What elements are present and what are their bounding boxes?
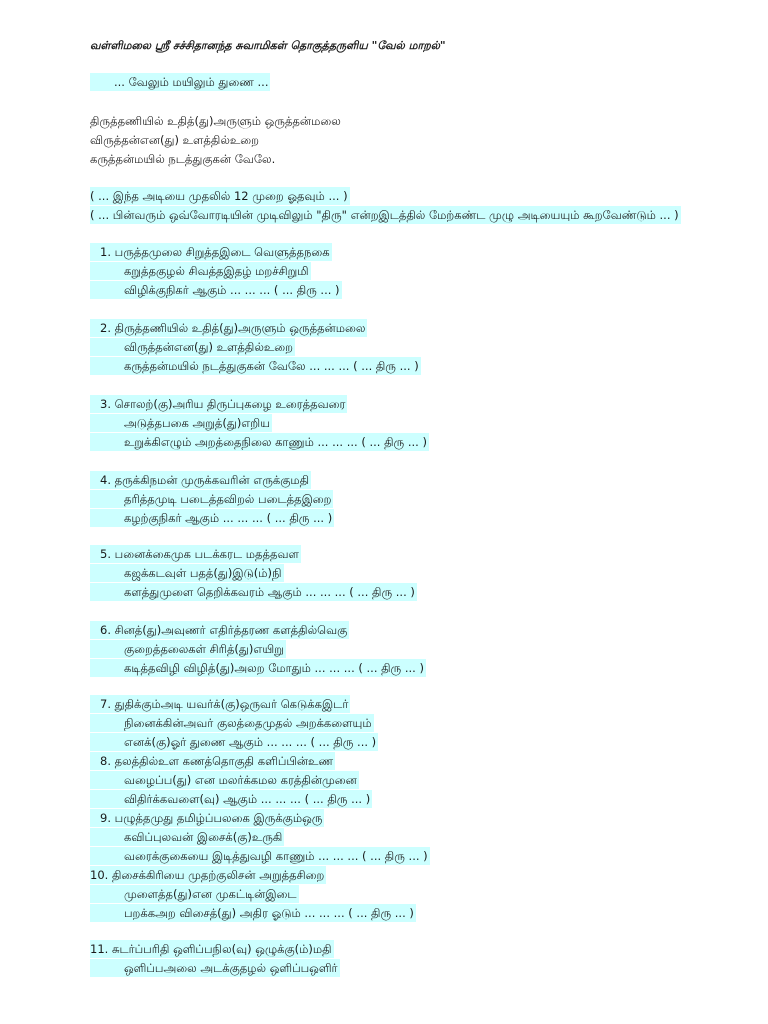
verse-text: கழற்குநிகர் ஆகும் ... ... ... ( ... திரு ... ): [124, 511, 333, 525]
instruction-line-1: ( ... இந்த அடியை முதலில் 12 முறை ஓதவும் ... ): [90, 189, 348, 203]
verse-5-line-1: [90, 545, 301, 563]
verse-10-line-2: [90, 885, 299, 903]
verse-1-line-1: [90, 243, 332, 261]
verse-6-line-2: [90, 640, 286, 658]
verse-11-line-1: [90, 940, 334, 958]
verse-3-line-3: [90, 433, 429, 451]
intro-verse-line-2: விருத்தன்என(து) உளத்தில்உறை: [90, 133, 260, 147]
verse-text: திருத்தணியில் உதித்(து)அருளும் ஒருத்தன்மலை: [114, 321, 366, 335]
verse-1-line-2: [90, 262, 311, 280]
verse-text: பனைக்கைமுக படக்கரட மதத்தவள: [114, 547, 299, 561]
verse-text: ஒளிப்பஅலை அடக்குதழல் ஒளிப்பஒளிர்: [124, 961, 338, 975]
verse-10-line-1: [90, 866, 326, 884]
verse-5-line-3: [90, 583, 417, 601]
verse-text: பருத்தமுலை சிறுத்தஇடை வெளுத்தநகை: [114, 245, 330, 259]
verse-number: 6.: [100, 623, 115, 637]
verse-text: வழைப்ப(து) என மலர்க்கமல கரத்தின்முனை: [124, 773, 357, 787]
verse-text: நினைக்கின்அவர் குலத்தைமுதல் அறக்களையும்: [124, 716, 372, 730]
intro-verse-line-3: கருத்தன்மயில் நடத்துகுகன் வேலே.: [90, 152, 276, 166]
invocation-text: ... வேலும் மயிலும் துணை ...: [90, 73, 270, 91]
verse-text: விதிர்க்கவளை(வு) ஆகும் ... ... ... ( ... திரு ... ): [124, 792, 371, 806]
verse-number: 9.: [100, 811, 115, 825]
verse-8-line-1: [90, 752, 335, 770]
verse-text: எனக்(கு)ஓர் துணை ஆகும் ... ... ... ( ... திரு ... ): [124, 735, 377, 749]
verse-text: பழுத்தமுது தமிழ்ப்பலகை இருக்கும்ஒரு: [114, 811, 323, 825]
verse-text: துதிக்கும்அடி யவர்க்(கு)ஒருவர் கெடுக்கஇடர்: [114, 697, 349, 711]
verse-text: கடித்தவிழி விழித்(து)அலற மோதும் ... ... ... ( ... திரு ... ): [124, 661, 424, 675]
invocation-line: [90, 73, 270, 91]
verse-text: தரித்தமுடி படைத்தவிறல் படைத்தஇறை: [124, 492, 332, 506]
verse-text: விழிக்குநிகர் ஆகும் ... ... ... ( ... திரு ... ): [124, 283, 340, 297]
verse-4-line-3: [90, 509, 334, 527]
instruction-line-2: ( ... பின்வரும் ஒவ்வோரடியின் முடிவிலும் "திரு" என்றஇடத்தில் மேற்கண்ட முழு அடியையும் கூறவேண்டும் ... ): [90, 208, 679, 222]
verse-8-line-2: [90, 771, 359, 789]
verse-text: உறுக்கிஎழும் அறத்தைநிலை காணும் ... ... ... ( ... திரு ... ): [124, 435, 427, 449]
verse-number: 3.: [100, 397, 115, 411]
verse-text: விருத்தன்என(து) உளத்தில்உறை: [124, 340, 294, 354]
verse-number: 7.: [100, 697, 115, 711]
verse-7-line-3: [90, 733, 378, 751]
verse-text: தருக்கிநமன் முருக்கவரின் எருக்குமதி: [114, 473, 310, 487]
verse-8-line-3: [90, 790, 372, 808]
verse-text: சுடர்ப்பரிதி ஒளிப்பநில(வு) ஒழுக்கு(ம்)மதி: [111, 942, 332, 956]
verse-text: கருத்தன்மயில் நடத்துகுகன் வேலே ... ... ... ( ... திரு ... ): [124, 359, 419, 373]
verse-4-line-1: [90, 471, 311, 489]
verse-number: 10.: [90, 868, 112, 882]
document-title: வள்ளிமலை ஸ்ரீ சச்சிதானந்த சுவாமிகள் தொகுத்தருளிய "வேல் மாறல்": [90, 39, 446, 52]
verse-9-line-3: [90, 847, 430, 865]
verse-text: கவிப்புலவன் இசைக்(கு)உருகி: [124, 830, 283, 844]
verse-3-line-2: [90, 414, 272, 432]
verse-number: 4.: [100, 473, 115, 487]
verse-text: சொலற்(கு)அரிய திருப்புகழை உரைத்தவரை: [114, 397, 346, 411]
verse-text: களத்துமுளை தெறிக்கவரம் ஆகும் ... ... ... ( ... திரு ... ): [124, 585, 415, 599]
verse-4-line-2: [90, 490, 333, 508]
verse-9-line-1: [90, 809, 324, 827]
verse-number: 1.: [100, 245, 115, 259]
verse-number: 8.: [100, 754, 115, 768]
intro-verse-line-1: திருத்தணியில் உதித்(து)அருளும் ஒருத்தன்மலை: [90, 114, 341, 128]
verse-text: முளைத்த(து)என முகட்டின்இடை: [124, 887, 297, 901]
verse-2-line-3: [90, 357, 421, 375]
verse-9-line-2: [90, 828, 284, 846]
verse-11-line-2: [90, 959, 340, 977]
verse-7-line-1: [90, 695, 350, 713]
verse-5-line-2: [90, 564, 284, 582]
verse-number: 11.: [90, 942, 112, 956]
verse-text: குறைத்தலைகள் சிரித்(து)எயிறு: [124, 642, 284, 656]
verse-10-line-3: [90, 904, 416, 922]
verse-text: கஜக்கடவுள் பதத்(து)இடு(ம்)நி: [124, 566, 282, 580]
verse-7-line-2: [90, 714, 374, 732]
verse-text: சினத்(து)அவுணர் எதிர்த்தரண களத்தில்வெகு: [114, 623, 348, 637]
verse-2-line-2: [90, 338, 295, 356]
verse-3-line-1: [90, 395, 347, 413]
verse-6-line-3: [90, 659, 426, 677]
verse-text: கறுத்தகுழல் சிவத்தஇதழ் மறச்சிறுமி: [124, 264, 309, 278]
verse-text: அடுத்தபகை அறுத்(து)எறிய: [124, 416, 271, 430]
verse-2-line-1: [90, 319, 367, 337]
verse-number: 2.: [100, 321, 115, 335]
verse-text: தலத்தில்உள கணத்தொகுதி களிப்பின்உண: [114, 754, 334, 768]
verse-text: பறக்கஅற விசைத்(து) அதிர ஓடும் ... ... ... ( ... திரு ... ): [124, 906, 414, 920]
verse-text: திசைக்கிரியை முதற்குலிசன் அறுத்தசிறை: [111, 868, 325, 882]
verse-text: வரைக்குகையை இடித்துவழி காணும் ... ... ... ( ... திரு ... ): [124, 849, 428, 863]
verse-6-line-1: [90, 621, 349, 639]
verse-1-line-3: [90, 281, 342, 299]
verse-number: 5.: [100, 547, 115, 561]
